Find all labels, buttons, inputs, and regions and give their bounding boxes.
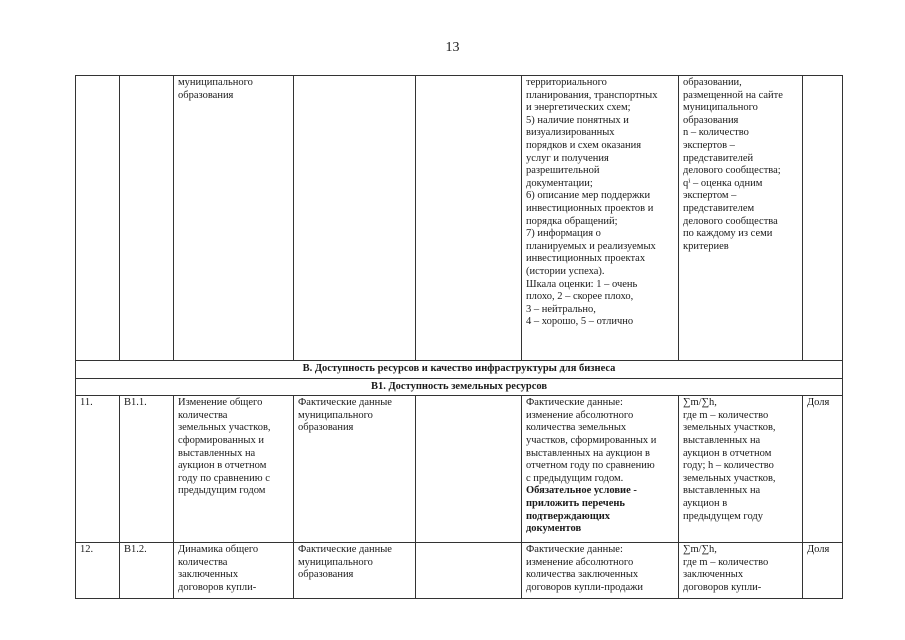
row-unit: Доля — [803, 543, 843, 599]
table-row — [76, 396, 843, 543]
cell-indicator: муниципального образования — [174, 76, 294, 361]
row-empty — [416, 396, 522, 543]
cell-formula: образовании, размещенной на сайте муниципального образования n – количество экспертов – представителей делового сообщества; qⁱ – оценка одним экспертом – представителем делового сообщества по каждому из семи критериев — [679, 76, 803, 361]
row-method: Фактические данные: изменение абсолютного количества заключенных договоров купли-продажи — [522, 543, 679, 599]
row-indicator: Динамика общего количества заключенных договоров купли- — [174, 543, 294, 599]
row-unit: Доля — [803, 396, 843, 543]
cell-source — [294, 76, 416, 361]
row-number: 11. — [76, 396, 120, 543]
continuation-row — [76, 76, 843, 361]
section-heading-row — [76, 361, 843, 379]
cell-num — [76, 76, 120, 361]
row-empty — [416, 543, 522, 599]
method-text: Фактические данные: изменение абсолютного количества земельных участков, сформированных и выставленных на аукцион в отчетном году по сравнению с предыдущим годом. — [526, 397, 657, 484]
row-formula: ∑m/∑h, где m – количество заключенных договоров купли- — [679, 543, 803, 599]
cell-unit — [803, 76, 843, 361]
subsection-heading-row — [76, 378, 843, 396]
cell-empty — [416, 76, 522, 361]
row-source: Фактические данные муниципального образования — [294, 396, 416, 543]
page-number: 13 — [445, 40, 460, 55]
cell-method: территориального планирования, транспортных и энергетических схем; 5) наличие понятных и визуализированных порядков и схем оказания услуг и получения разрешительной документации; 6) описание мер поддержки инвестиционных проектов и порядка обращений; 7) информация о планируемых и реализуемых инвестиционных проектах (истории успеха). Шкала оценки: 1 – очень плохо, 2 – скорее плохо, 3 – нейтрально, 4 – хорошо, 5 – отлично — [522, 76, 679, 361]
row-formula: ∑m/∑h, где m – количество земельных участков, выставленных на аукцион в отчетном году; h – количество земельных участков, выставленных на аукцион в предыдущем году — [679, 396, 803, 543]
section-heading: В. Доступность ресурсов и качество инфраструктуры для бизнеса — [76, 361, 843, 379]
method-requirement: Обязательное условие - приложить перечень подтверждающих документов — [526, 485, 637, 535]
subsection-heading: В1. Доступность земельных ресурсов — [76, 378, 843, 396]
row-method — [522, 396, 679, 543]
row-indicator: Изменение общего количества земельных участков, сформированных и выставленных на аукцион в отчетном году по сравнению с предыдущим годом — [174, 396, 294, 543]
row-code: В1.1. — [120, 396, 174, 543]
row-code: В1.2. — [120, 543, 174, 599]
table-row — [76, 543, 843, 599]
indicators-table — [75, 75, 843, 599]
cell-code — [120, 76, 174, 361]
row-source: Фактические данные муниципального образования — [294, 543, 416, 599]
row-number: 12. — [76, 543, 120, 599]
